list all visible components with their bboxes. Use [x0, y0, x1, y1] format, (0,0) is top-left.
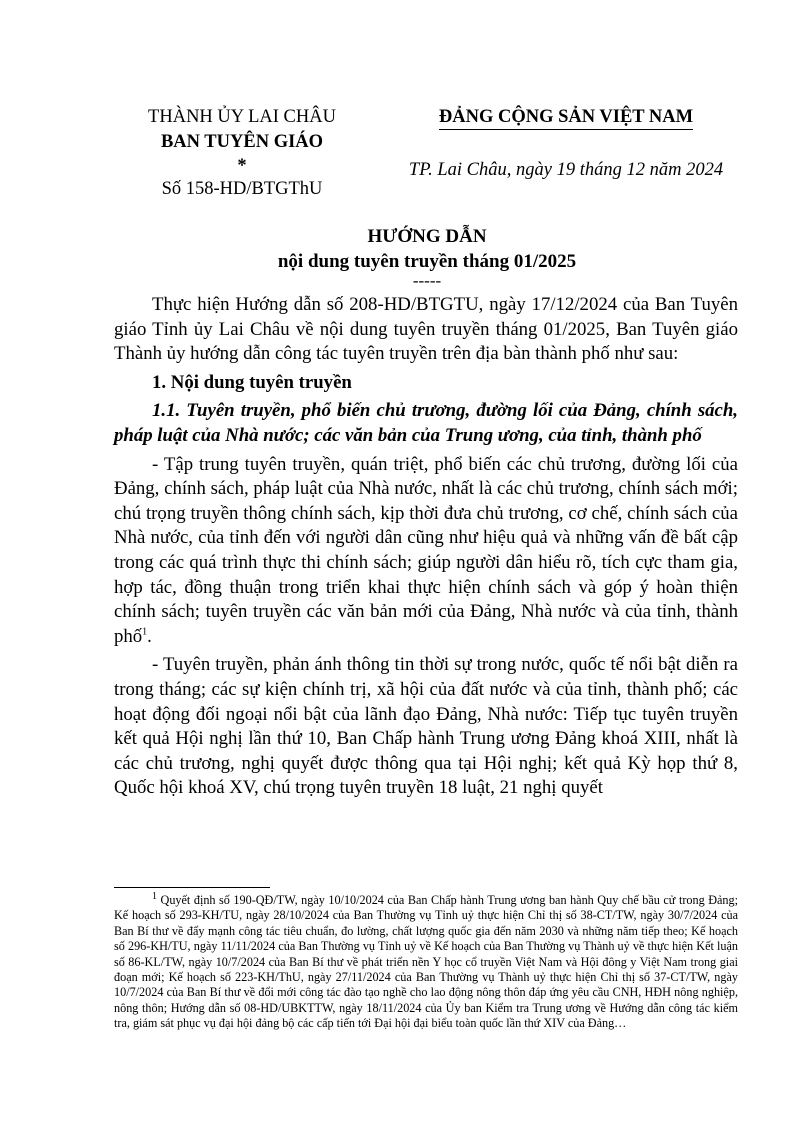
party-block — [388, 105, 744, 183]
section-heading-1-1: 1.1. Tuyên truyền, phổ biến chủ trương, đường lối của Đảng, chính sách, pháp luật của Nhà nước; các văn bản của Trung ương, của tỉnh, thành phố — [114, 400, 738, 446]
party-name: ĐẢNG CỘNG SẢN VIỆT NAM — [439, 106, 693, 130]
issuer-star: * — [237, 156, 247, 176]
title-separator: ----- — [412, 271, 442, 290]
issuer-block — [126, 105, 358, 202]
body-paragraph-1 — [114, 453, 738, 650]
dateline: TP. Lai Châu, ngày 19 tháng 12 năm 2024 — [408, 160, 724, 180]
paragraph-1-end: . — [147, 625, 152, 647]
document-title — [114, 224, 740, 288]
footnote — [114, 890, 738, 1032]
footnote-rule — [114, 887, 270, 888]
title-subject: nội dung tuyên truyền tháng 01/2025 — [277, 251, 577, 272]
document-body — [114, 293, 738, 805]
section-heading-1: 1. Nội dung tuyên truyền — [152, 371, 352, 393]
body-paragraph-2: - Tuyên truyền, phản ánh thông tin thời sự trong nước, quốc tế nổi bật diễn ra trong tháng; các sự kiện chính trị, xã hội của đất nước và của tỉnh, thành phố; các hoạt động đối ngoại nổi bật của lãnh đạo Đảng, Nhà nước: Tiếp tục tuyên truyền kết quả Hội nghị lần thứ 10, Ban Chấp hành Trung ương Đảng khoá XIII, nhất là các chủ trương, nghị quyết được thông qua tại Hội nghị; kết quả Kỳ họp thứ 8, Quốc hội khoá XV, chú trọng tuyên truyền 18 luật, 21 nghị quyết — [114, 654, 738, 799]
title-type: HƯỚNG DẪN — [367, 226, 487, 247]
footnote-reference[interactable]: 1 — [142, 626, 148, 638]
issuer-parent-org: THÀNH ỦY LAI CHÂU — [148, 107, 336, 127]
footnote-text: Quyết định số 190-QĐ/TW, ngày 10/10/2024 của Ban Chấp hành Trung ương ban hành Quy chế bầu cử trong Đảng; Kế hoạch số 293-KH/TU, ngày 28/10/2024 của Ban Thường vụ Tỉnh uỷ thực hiện Chỉ thị số 38-CT/TW, ngày 30/7/2024 của Ban Bí thư về đẩy mạnh công tác tiêu chuẩn, đo lường, chất lượng quốc gia đến năm 2030 và những năm tiếp theo; Kế hoạch số 296-KH/TU, ngày 11/11/2024 của Ban Thường vụ Tỉnh uỷ về Kế hoạch của Ban Thường vụ Thành uỷ về thực hiện Kết luận số 86-KL/TW, ngày 10/7/2024 của Ban Bí thư về phát triển nền Y học cổ truyền Việt Nam và Hội đông y Việt Nam trong giai đoạn mới; Kế hoạch số 223-KH/ThU, ngày 27/11/2024 của Ban Thường vụ Thành uỷ thực hiện Chỉ thị số 37-CT/TW, ngày 10/7/2024 của Ban Bí thư về đổi mới công tác đào tạo nghề cho lao động nông thôn đáp ứng yêu cầu CNH, HĐH nông nghiệp, nông thôn; Hướng dẫn số 08-HD/UBKTTW, ngày 18/11/2024 của Ủy ban Kiểm tra Trung ương về Hướng dẫn công tác kiểm tra, giám sát phục vụ đại hội đảng bộ các cấp tiến tới Đại hội đại biểu toàn quốc lần thứ XIV của Đảng… — [114, 893, 738, 1031]
paragraph-1-text: - Tập trung tuyên truyền, quán triệt, phổ biến các chủ trương, đường lối của Đảng, chính sách, pháp luật của Nhà nước, nhất là các chủ trương, chính sách mới; chú trọng truyền thông chính sách, kịp thời đưa chủ trương, cơ chế, chính sách của Nhà nước, của tỉnh đến với người dân cũng như hiệu quả và những vấn đề bất cập trong các quá trình thực thi chính sách; giúp người dân hiểu rõ, tích cực tham gia, hợp tác, đồng thuận trong triển khai thực hiện chính sách và góp ý hoàn thiện chính sách; tuyên truyền các văn bản mới của Đảng, Nhà nước và của tỉnh, thành phố — [114, 453, 738, 647]
issuer-org: BAN TUYÊN GIÁO — [160, 132, 324, 152]
footnote-marker: 1 — [152, 890, 157, 902]
document-number: Số 158-HD/BTGThU — [161, 179, 323, 199]
intro-paragraph: Thực hiện Hướng dẫn số 208-HD/BTGTU, ngày 17/12/2024 của Ban Tuyên giáo Tỉnh ủy Lai Châu về nội dung tuyên truyền tháng 01/2025, Ban Tuyên giáo Thành ủy hướng dẫn công tác tuyên truyền trên địa bàn thành phố như sau: — [114, 294, 738, 365]
